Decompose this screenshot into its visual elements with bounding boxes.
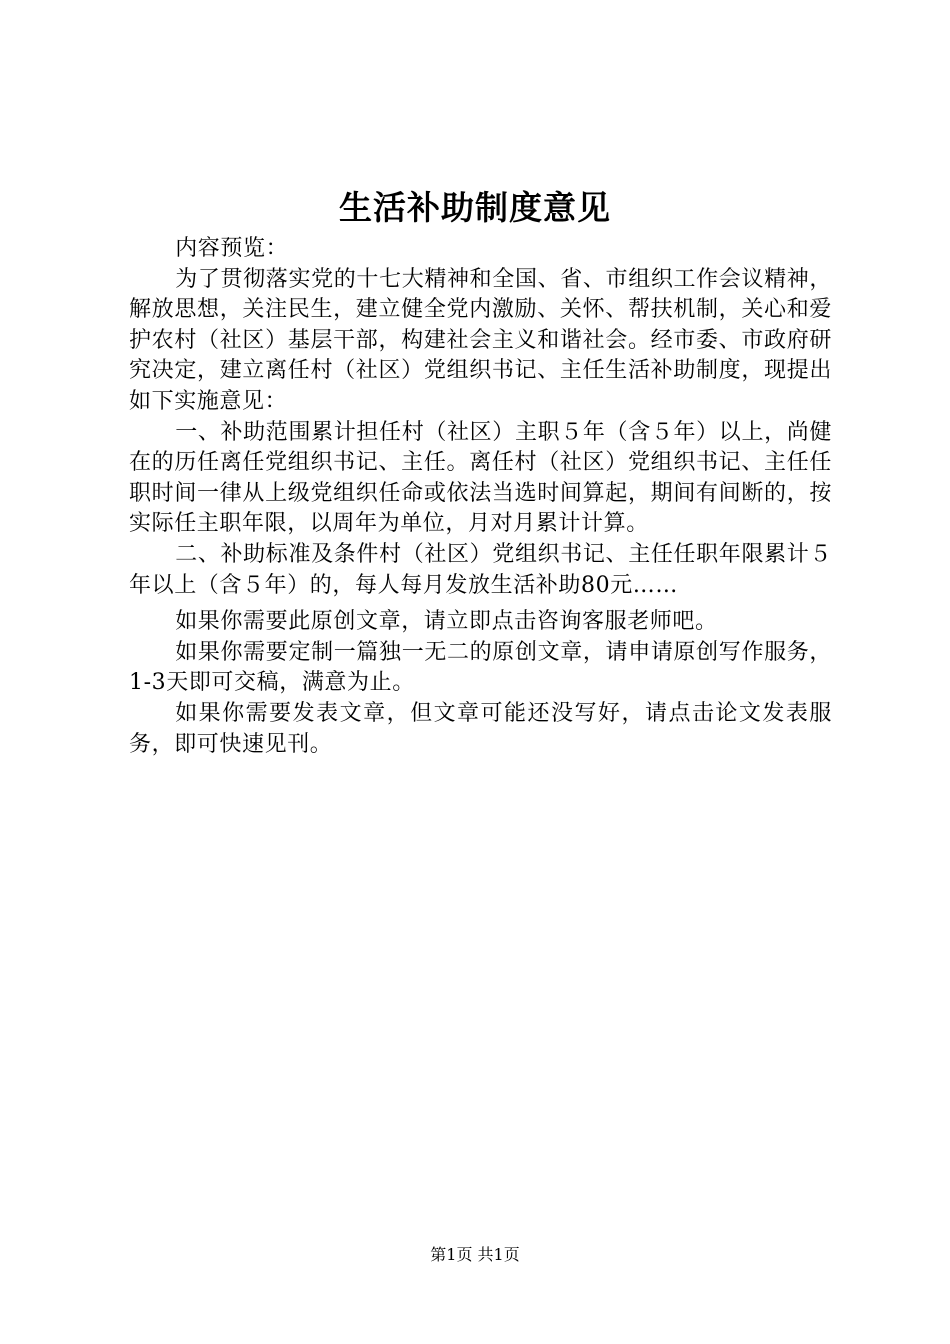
preview-label: 内容预览： (175, 236, 289, 261)
page-footer: 第1页 共1页 (430, 1245, 520, 1264)
paragraph-scope: 一、补助范围累计担任村（社区）主职５年（含５年）以上，尚健在的历任离任党组织书记、主任。离任村（社区）党组织书记、主任任职时间一律从上级党组织任命或依法当选时间算起，期间有间断的，按实际任主职年限，以周年为单位，月对月累计计算。 (129, 419, 832, 537)
document-title: 生活补助制度意见 (339, 188, 611, 227)
service-note-consult: 如果你需要此原创文章，请立即点击咨询客服老师吧。 (175, 609, 718, 635)
service-note-custom: 如果你需要定制一篇独一无二的原创文章，请申请原创写作服务，1-3天即可交稿，满意为止。 (129, 639, 832, 696)
service-note-publish: 如果你需要发表文章，但文章可能还没写好，请点击论文发表服务，即可快速见刊。 (129, 700, 832, 757)
paragraph-intro: 为了贯彻落实党的十七大精神和全国、省、市组织工作会议精神，解放思想，关注民生，建立健全党内激励、关怀、帮扶机制，关心和爱护农村（社区）基层干部，构建社会主义和谐社会。经市委、市政府研究决定，建立离任村（社区）党组织书记、主任生活补助制度，现提出如下实施意见： (129, 266, 832, 414)
paragraph-standard: 二、补助标准及条件村（社区）党组织书记、主任任职年限累计５年以上（含５年）的，每人每月发放生活补助80元…… (129, 541, 832, 598)
document-body (129, 234, 832, 760)
